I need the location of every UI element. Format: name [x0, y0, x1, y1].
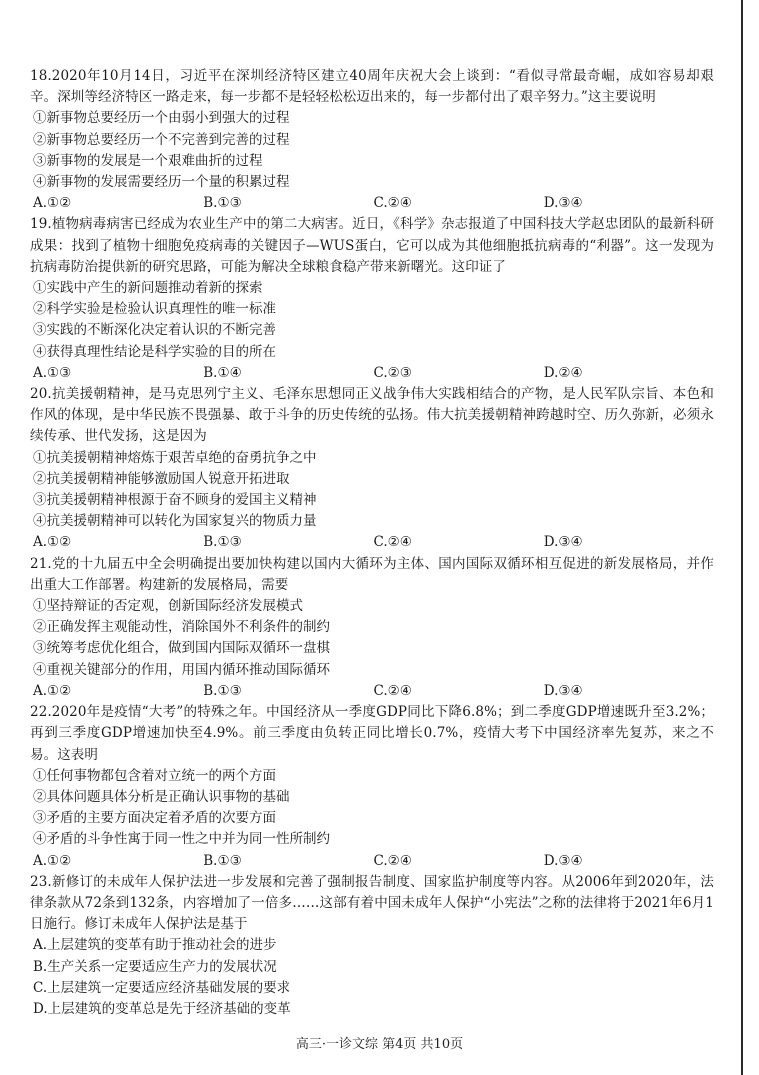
question-stem [30, 384, 714, 448]
question-text: 新修订的未成年人保护法进一步发展和完善了强制报告制度、国家监护制度等内容。从2006年到2020年，法律条款从72条到132条，内容增加了一倍多……这部有着中国未成年人保护“小宪法”之称的法律将于2021年6月1日施行。修订未成年人保护法是基于 [30, 873, 714, 933]
answer-choice: C.②④ [373, 852, 412, 869]
statement-option: ③新事物的发展是一个艰难曲折的过程 [33, 152, 263, 169]
answer-choice: C.②③ [373, 364, 412, 381]
question-number: 20. [30, 386, 52, 403]
answer-choices [30, 851, 714, 872]
answer-choice: B.①③ [203, 195, 242, 212]
statement-option: C.上层建筑一定要适应经济基础发展的要求 [33, 979, 291, 996]
answer-choice: C.②④ [373, 682, 412, 699]
question-18 [30, 66, 714, 214]
statement-option: ③统筹考虑优化组合，做到国内国际双循环一盘棋 [33, 640, 330, 657]
answer-choices [30, 532, 714, 553]
statement-option: ④获得真理性结论是科学实验的目的所在 [33, 343, 276, 360]
answer-choice: B.①④ [203, 364, 242, 381]
statement-option: ①抗美援朝精神熔炼于艰苦卓绝的奋勇抗争之中 [33, 449, 317, 466]
answer-choice: A.①② [33, 195, 72, 212]
answer-choice: D.③④ [543, 195, 583, 212]
answer-choice: D.③④ [543, 852, 583, 869]
answer-choice: A.①② [33, 682, 72, 699]
answer-choices [30, 681, 714, 702]
question-number: 21. [30, 555, 52, 572]
answer-choices [30, 363, 714, 384]
answer-choice: C.②④ [373, 534, 412, 551]
question-list [30, 66, 714, 1020]
question-23 [30, 872, 714, 1020]
page-footer: 高三·一诊文综 第4页 共10页 [295, 1037, 464, 1052]
question-text: 植物病毒病害已经成为农业生产中的第二大病害。近日，《科学》杂志报道了中国科技大学赵忠团队的最新科研成果：找到了植物十细胞免疫病毒的关键因子—WUS蛋白，它可以成为其他细胞抵抗病毒的“利器”。这一发现为抗病毒防治提供新的研究思路，可能为解决全球粮食稳产带来新曙光。这印证了 [30, 216, 714, 275]
answer-choice: A.①② [33, 534, 72, 551]
statement-option: B.生产关系一定要适应生产力的发展状况 [33, 958, 277, 975]
statement-option: ②新事物总要经历一个不完善到完善的过程 [33, 131, 290, 148]
statement-option: A.上层建筑的变革有助于推动社会的进步 [33, 937, 277, 954]
statement-option: ④重视关键部分的作用，用国内循环推动国际循环 [33, 661, 330, 678]
answer-choice: B.①③ [203, 682, 242, 699]
statement-option: ①新事物总要经历一个由弱小到强大的过程 [33, 110, 290, 127]
statement-option: ③抗美援朝精神根源于奋不顾身的爱国主义精神 [33, 492, 317, 509]
statement-option: ①实践中产生的新问题推动着新的探索 [33, 280, 263, 297]
page-edge-line [741, 0, 743, 1075]
answer-choice: A.①② [33, 852, 72, 869]
question-text: 2020年是疫情“大考”的特殊之年。中国经济从一季度GDP同比下降6.8%；到二季度GDP增速既升至3.2%；再到三季度GDP增速加快至4.9%。前三季度由负转正同比增长0.7%，疫情大考下中国经济率先复苏，来之不易。这表明 [30, 704, 714, 763]
question-stem [30, 554, 714, 596]
statement-option: D.上层建筑的变革总是先于经济基础的变革 [33, 1000, 291, 1017]
exam-page [30, 66, 714, 1020]
question-text: 抗美援朝精神，是马克思列宁主义、毛泽东思想同正义战争伟大实践相结合的产物，是人民军队宗旨、本色和作风的体现，是中华民族不畏强暴、敢于斗争的历史传统的弘扬。伟大抗美援朝精神跨越时空、历久弥新，必须永续传承、世代发扬，这是因为 [30, 386, 714, 445]
statement-option: ②正确发挥主观能动性，消除国外不利条件的制约 [33, 619, 330, 636]
answer-choice: A.①③ [33, 364, 72, 381]
statement-option: ①任何事物都包含着对立统一的两个方面 [33, 767, 276, 784]
question-19 [30, 214, 714, 384]
question-stem [30, 214, 714, 278]
answer-choice: B.①③ [203, 534, 242, 551]
statement-option: ④矛盾的斗争性寓于同一性之中并为同一性所制约 [33, 831, 330, 848]
question-text: 2020年10月14日，习近平在深圳经济特区建立40周年庆祝大会上谈到：“看似寻常最奇崛，成如容易却艰辛。深圳等经济特区一路走来，每一步都不是轻轻松松迈出来的，每一步都付出了艰辛努力。”这主要说明 [30, 68, 714, 106]
statement-option: ③矛盾的主要方面决定着矛盾的次要方面 [33, 810, 276, 827]
answer-choice: B.①③ [203, 852, 242, 869]
question-20 [30, 384, 714, 554]
statement-option: ②具体问题具体分析是正确认识事物的基础 [33, 788, 290, 805]
question-stem [30, 872, 714, 936]
question-number: 22. [30, 704, 52, 721]
statement-option: ②抗美援朝精神能够激励国人锐意开拓进取 [33, 470, 290, 487]
question-number: 18. [30, 68, 52, 84]
statement-option: ③实践的不断深化决定着认识的不断完善 [33, 322, 276, 339]
question-stem [30, 702, 714, 766]
question-22 [30, 702, 714, 872]
question-stem [30, 66, 714, 108]
statement-option: ④抗美援朝精神可以转化为国家复兴的物质力量 [33, 513, 317, 530]
statement-option: ④新事物的发展需要经历一个量的积累过程 [33, 174, 290, 191]
question-number: 23. [30, 873, 52, 890]
answer-choice: D.③④ [543, 534, 583, 551]
answer-choices [30, 193, 714, 214]
statement-option: ②科学实验是检验认识真理性的唯一标准 [33, 301, 276, 318]
question-21 [30, 554, 714, 702]
question-number: 19. [30, 216, 52, 233]
question-text: 党的十九届五中全会明确提出要加快构建以国内大循环为主体、国内国际双循环相互促进的新发展格局，并作出重大工作部署。构建新的发展格局，需要 [30, 555, 714, 593]
answer-choice: D.②④ [543, 364, 583, 381]
answer-choice: D.③④ [543, 682, 583, 699]
answer-choice: C.②④ [373, 195, 412, 212]
statement-option: ①坚持辩证的否定观，创新国际经济发展模式 [33, 598, 303, 615]
